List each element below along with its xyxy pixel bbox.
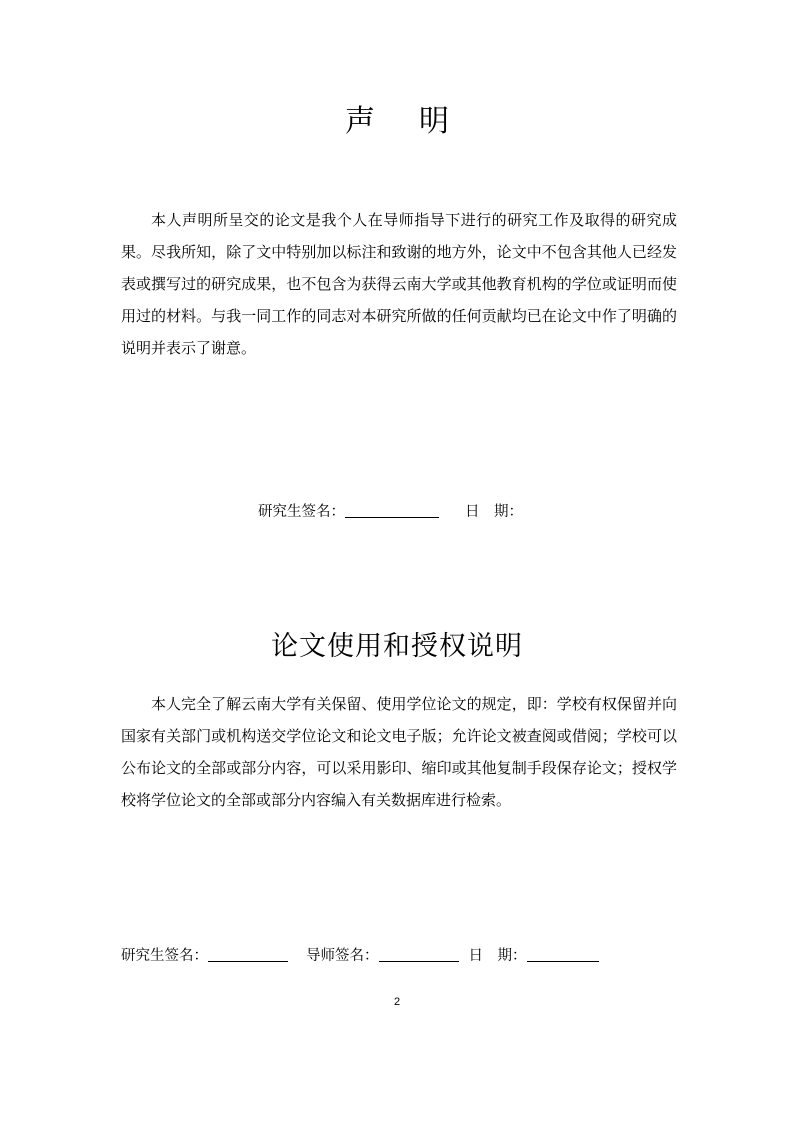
student-signature-label: 研究生签名： — [258, 504, 345, 520]
student-signature-line[interactable] — [208, 947, 288, 962]
date-label: 日 期： — [468, 948, 527, 964]
authorization-paragraph: 本人完全了解云南大学有关保留、使用学位论文的规定，即：学校有权保留并向国家有关部门或机构送交学位论文和论文电子版；允许论文被查阅或借阅；学校可以公布论文的全部或部分内容，可以采用影印、缩印或其他复制手段保存论文；授权学校将学位论文的全部或部分内容编入有关数据库进行检索。 — [121, 695, 677, 809]
declaration-signature-row — [258, 500, 523, 521]
advisor-signature-line[interactable] — [379, 947, 459, 962]
date-label: 日 期： — [465, 504, 523, 520]
declaration-paragraph: 本人声明所呈交的论文是我个人在导师指导下进行的研究工作及取得的研究成果。尽我所知，除了文中特别加以标注和致谢的地方外，论文中不包含其他人已经发表或撰写过的研究成果，也不包含为获得云南大学或其他教育机构的学位或证明而使用过的材料。与我一同工作的同志对本研究所做的任何贡献均已在论文中作了明确的说明并表示了谢意。 — [121, 211, 677, 357]
authorization-signature-row — [121, 944, 599, 965]
student-signature-label: 研究生签名： — [121, 948, 208, 964]
student-signature-line[interactable] — [345, 503, 439, 518]
page-number: 2 — [393, 996, 401, 1008]
advisor-signature-label: 导师签名： — [306, 948, 379, 964]
authorization-title: 论文使用和授权说明 — [271, 631, 523, 662]
declaration-title: 声明 — [345, 104, 493, 139]
date-line[interactable] — [527, 947, 599, 962]
